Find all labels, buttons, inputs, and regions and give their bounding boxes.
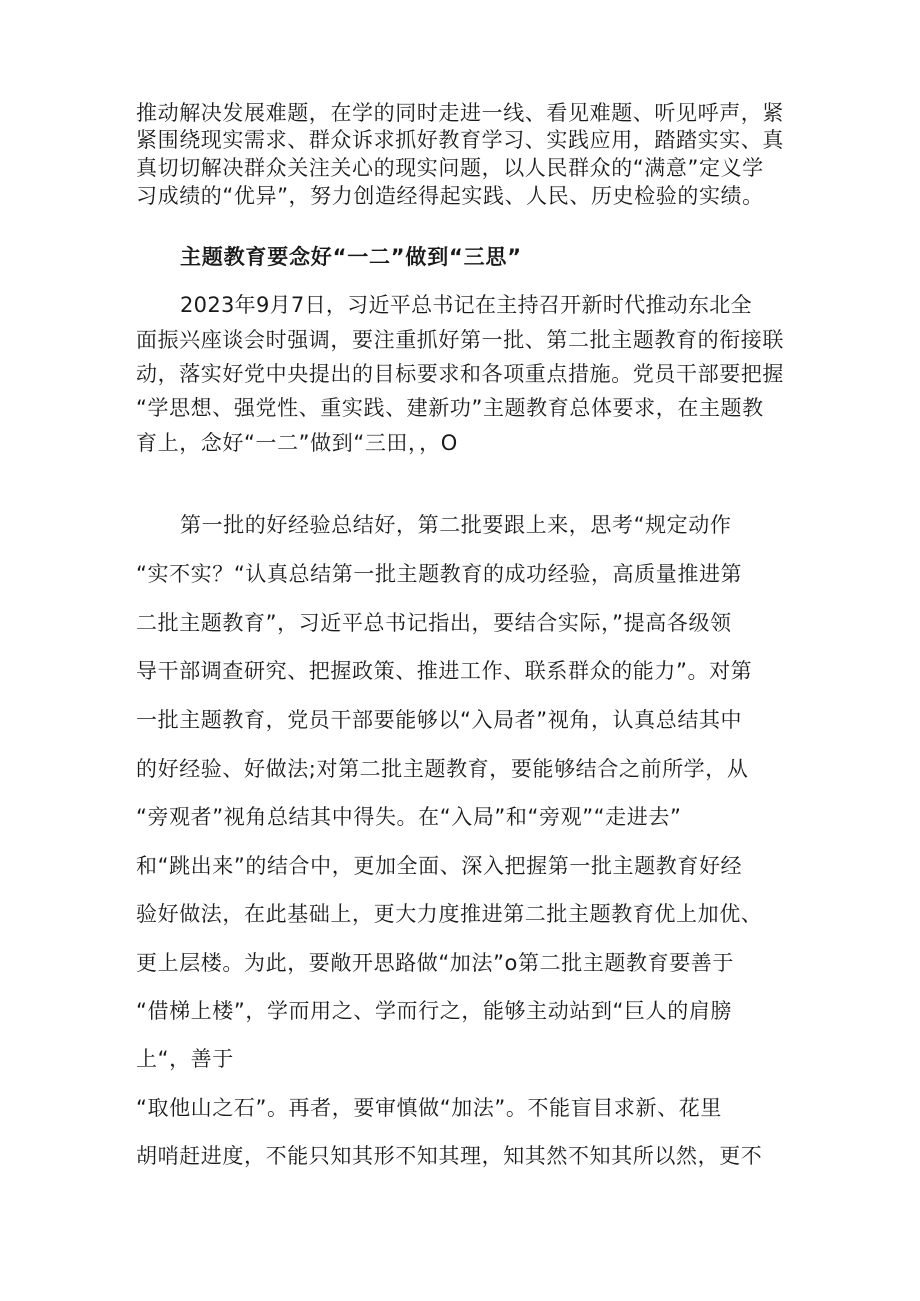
text-line: “取他山之石”。再者，要审慎做“加法”。不能盲目求新、花里 (136, 1096, 722, 1120)
text-line: “旁观者”视角总结其中得失。在“入局”和“旁观”“走进去” (136, 805, 682, 829)
text-line: 紧围绕现实需求、群众诉求抓好教育学习、实践应用，踏踏实实、真 (136, 128, 784, 152)
section-heading: 主题教育要念好“一二”做到“三思” (180, 245, 522, 269)
text-line: “实不实？“认真总结第一批主题教育的成功经验，高质量推进第 (136, 562, 743, 586)
text-line: 导干部调查研究、把握政策、推进工作、联系群众的能力”。对第 (136, 659, 753, 683)
text-line: 真切切解决群众关注关心的现实问题，以人民群众的“满意”定义学 (136, 156, 764, 180)
text-line: “借梯上楼”，学而用之、学而行之，能够主动站到“巨人的肩膀 (136, 999, 733, 1023)
text-line: 习成绩的“优异”，努力创造经得起实践、人民、历史检验的实绩。 (136, 184, 764, 208)
text-line: 和“跳出来”的结合中，更加全面、深入把握第一批主题教育好经 (136, 854, 743, 878)
text-line: 第一批的好经验总结好，第二批要跟上来，思考“规定动作 (180, 513, 732, 537)
text-line: 上“，善于 (136, 1047, 234, 1071)
text-line: 验好做法，在此基础上，更大力度推进第二批主题教育优上加优、 (136, 902, 763, 926)
text-line: 的好经验、好做法;对第二批主题教育，要能够结合之前所学，从 (136, 757, 749, 781)
text-line: 2023年9月7日，习近平总书记在主持召开新时代推动东北全 (180, 293, 752, 317)
text-line: 动，落实好党中央提出的目标要求和各项重点措施。党员干部要把握 (136, 362, 784, 386)
text-line: “学思想、强党性、重实践、建新功”主题教育总体要求，在主题教 (136, 396, 764, 420)
text-line: 面振兴座谈会时强调，要注重抓好第一批、第二批主题教育的衔接联 (136, 328, 784, 352)
text-line: 推动解决发展难题，在学的同时走进一线、看见难题、听见呼声，紧 (136, 101, 784, 125)
text-line: 胡哨赶进度，不能只知其形不知其理，知其然不知其所以然，更不 (136, 1144, 763, 1168)
text-line: 更上层楼。为此，要敞开思路做“加法”o第二批主题教育要善于 (136, 951, 735, 975)
text-line: 二批主题教育”，习近平总书记指出，要结合实际，”提高各级领 (136, 611, 732, 635)
text-line: 育上，念好“一二”做到“三田，，O (136, 431, 458, 455)
text-line: 一批主题教育，党员干部要能够以“入局者”视角，认真总结其中 (136, 708, 743, 732)
